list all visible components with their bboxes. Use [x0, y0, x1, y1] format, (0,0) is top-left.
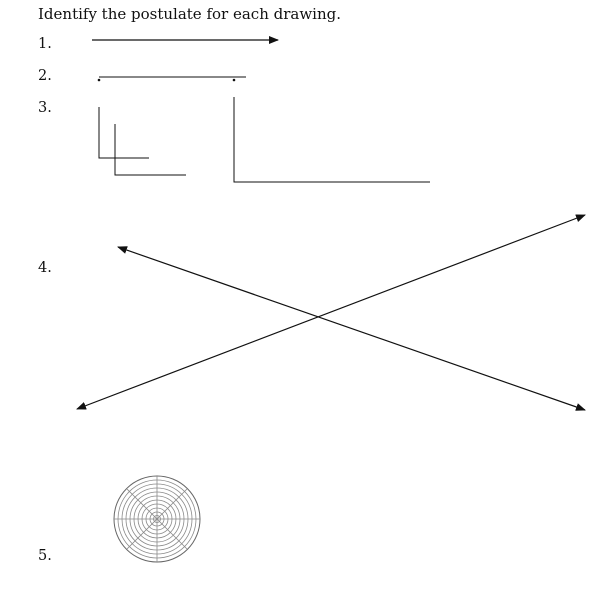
item-number-1: 1.	[38, 36, 52, 52]
intersecting-lines-figure	[77, 215, 585, 410]
line-a	[118, 247, 585, 410]
worksheet-instructions: Identify the postulate for each drawing.	[38, 5, 342, 23]
item-number-3: 3.	[38, 100, 52, 116]
right-angle-figures	[99, 97, 430, 182]
endpoint-dot	[233, 79, 236, 82]
endpoint-dot	[98, 79, 101, 82]
item-number-2: 2.	[38, 68, 52, 84]
item-number-4: 4.	[38, 260, 52, 276]
item-number-5: 5.	[38, 548, 52, 564]
line-b	[77, 215, 585, 409]
small-right-angle-b	[115, 124, 186, 175]
large-right-angle	[234, 97, 430, 182]
segment-figure	[98, 77, 246, 81]
concentric-circles-figure	[114, 476, 200, 562]
small-right-angle-a	[99, 107, 149, 158]
